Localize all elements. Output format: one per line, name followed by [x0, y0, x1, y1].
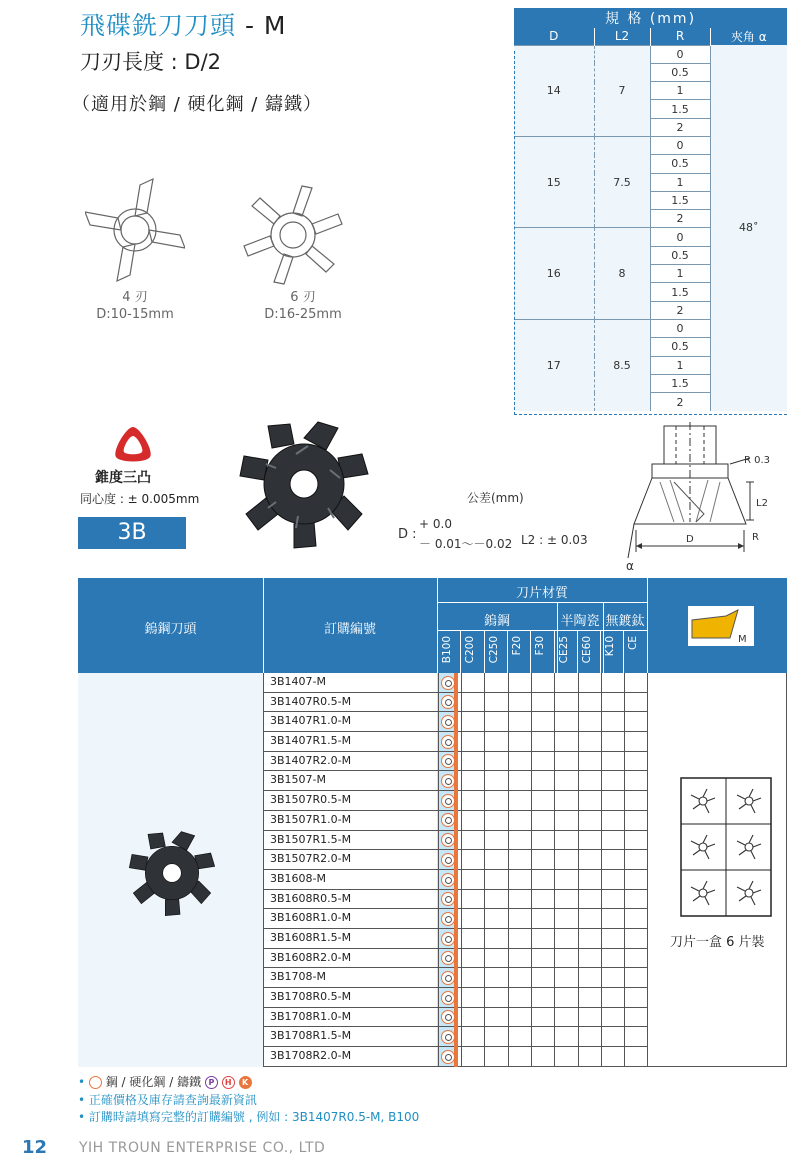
company-name: YIH TROUN ENTERPRISE CO., LTD — [79, 1140, 326, 1156]
tolerance-d-minus: － 0.01～－0.02 — [419, 537, 513, 551]
spec-r-value: 1.5 — [650, 191, 710, 209]
order-code: 3B1507R2.0-M — [270, 852, 352, 866]
spec-r-value: 1.5 — [650, 283, 710, 301]
order-code: 3B1608-M — [270, 871, 326, 885]
order-code: 3B1507R0.5-M — [270, 793, 352, 807]
order-code: 3B1608R2.0-M — [270, 950, 352, 964]
four-flute-label: 4 刃 — [122, 290, 148, 305]
six-flute-label: 6 刃 — [290, 290, 316, 305]
badge-p: P — [205, 1076, 218, 1089]
spec-bottom-border — [514, 414, 787, 415]
spec-r-value: 1 — [650, 265, 710, 283]
concentricity: 同心度 : ± 0.005mm — [80, 492, 200, 506]
note-price: • 正確價格及庫存請查詢最新資訊 — [78, 1092, 257, 1107]
grade-header: F30 — [534, 636, 547, 656]
stock-available-icon — [441, 912, 455, 926]
tolerance-d-plus: + 0.0 — [419, 517, 452, 531]
order-table-header — [78, 578, 787, 673]
stock-available-icon — [441, 774, 455, 788]
spec-r-value: 1 — [650, 173, 710, 191]
spec-d-value: 14 — [514, 45, 594, 136]
stock-available-icon — [441, 794, 455, 808]
drawing-d-label: D — [686, 534, 694, 545]
order-code: 3B1507R1.5-M — [270, 832, 352, 846]
technical-drawing — [612, 422, 787, 572]
stock-available-icon — [441, 715, 455, 729]
spec-r-value: 1.5 — [650, 374, 710, 392]
spec-d-value: 15 — [514, 136, 594, 227]
order-code: 3B1708R2.0-M — [270, 1049, 352, 1063]
spec-r-value: 1 — [650, 82, 710, 100]
group-uncoated: 無鍍鈦 — [605, 614, 645, 629]
spec-col-r: R — [650, 28, 710, 45]
spec-l2-value: 7.5 — [594, 136, 650, 227]
spec-r-value: 0.5 — [650, 338, 710, 356]
order-code: 3B1407R0.5-M — [270, 694, 352, 708]
order-code: 3B1708R1.5-M — [270, 1029, 352, 1043]
order-code: 3B1507-M — [270, 773, 326, 787]
spec-table — [514, 8, 787, 411]
stock-available-icon — [441, 971, 455, 985]
spec-angle-value: 48˚ — [710, 45, 787, 411]
six-flute-cutter-icon — [238, 180, 348, 290]
badge-k: K — [239, 1076, 252, 1089]
spec-r-value: 2 — [650, 301, 710, 319]
spec-l2-value: 7 — [594, 45, 650, 136]
applies-to: （適用於鋼 / 硬化鋼 / 鑄鐵） — [72, 94, 323, 115]
taper-tri-lobe-icon — [110, 425, 156, 463]
spec-r-value: 0.5 — [650, 155, 710, 173]
grade-header: CE25 — [557, 636, 570, 664]
spec-d-value: 16 — [514, 228, 594, 319]
title-main: 飛碟銑刀刀頭 — [80, 11, 237, 40]
drawing-r-side-label: R — [752, 532, 759, 543]
page-title — [80, 6, 287, 42]
stock-available-icon — [441, 991, 455, 1005]
note-material: • 鋼 / 硬化鋼 / 鑄鐵 P H K — [78, 1074, 419, 1092]
order-code: 3B1708R0.5-M — [270, 990, 352, 1003]
note-order-text: 訂購時請填寫完整的訂購編號 , 例如 : 3B1407R0.5-M, B100 — [88, 1110, 420, 1124]
order-code: 3B1407R2.0-M — [270, 753, 352, 767]
spec-r-value: 0 — [650, 136, 710, 154]
spec-l2-value: 8 — [594, 228, 650, 319]
order-code: 3B1608R1.5-M — [270, 930, 352, 944]
pack-note: 刀片一盒 6 片裝 — [670, 935, 765, 950]
stock-available-icon — [441, 932, 455, 946]
order-code: 3B1507R1.0-M — [270, 812, 352, 826]
grade-header: CE — [627, 636, 640, 650]
notes — [78, 1074, 419, 1127]
spec-d-value: 17 — [514, 319, 594, 410]
order-code: 3B1608R0.5-M — [270, 891, 352, 905]
spec-r-value: 2 — [650, 210, 710, 228]
grade-header: CE60 — [580, 636, 593, 664]
order-code: 3B1407R1.5-M — [270, 734, 352, 748]
four-flute-caption — [85, 289, 185, 323]
stock-available-icon — [441, 873, 455, 887]
grade-header: C250 — [487, 636, 500, 664]
grade-header: F20 — [510, 636, 523, 656]
b100-stock-bar — [454, 673, 458, 1067]
stock-legend-icon — [89, 1076, 102, 1089]
material-header: 刀片材質 — [515, 586, 568, 601]
stock-available-icon — [441, 1050, 455, 1064]
tolerance-label: 公差(mm) — [467, 491, 524, 505]
col-head-code: 訂購編號 — [323, 622, 376, 637]
order-code: 3B1708-M — [270, 970, 326, 984]
six-flute-caption — [238, 289, 368, 323]
insert-box-icon — [680, 777, 772, 917]
spec-col-l2: L2 — [594, 28, 650, 45]
drawing-l2-label: L2 — [756, 498, 768, 509]
note-price-text: 正確價格及庫存請查詢最新資訊 — [88, 1092, 257, 1107]
series-code-badge: 3B — [78, 517, 186, 549]
grade-header: C200 — [464, 636, 477, 664]
four-flute-cutter-icon — [85, 175, 185, 285]
four-flute-range: D:10-15mm — [96, 307, 174, 322]
spec-r-value: 1 — [650, 356, 710, 374]
order-code: 3B1407-M — [270, 675, 326, 688]
spec-r-value: 1.5 — [650, 100, 710, 118]
spec-r-value: 2 — [650, 393, 710, 411]
drawing-alpha-label: α — [626, 559, 634, 572]
spec-title: 規 格 (mm) — [514, 8, 787, 28]
stock-available-icon — [441, 735, 455, 749]
badge-h: H — [222, 1076, 235, 1089]
page-number: 12 — [22, 1137, 48, 1158]
tungsten-head-column — [78, 673, 263, 1067]
note-order: • 訂購時請填寫完整的訂購編號 , 例如 : 3B1407R0.5-M, B100 — [78, 1110, 420, 1124]
cutter-head-small-photo — [128, 829, 216, 917]
spec-col-d: D — [514, 28, 594, 45]
stock-available-icon — [441, 853, 455, 867]
stock-available-icon — [441, 833, 455, 847]
tolerance-l2: L2 : ± 0.03 — [521, 533, 588, 547]
spec-r-value: 0 — [650, 228, 710, 246]
taper-name: 錐度三凸 — [95, 470, 151, 486]
page-subtitle: 刀刃長度 : D/2 — [80, 50, 222, 74]
spec-l2-value: 8.5 — [594, 319, 650, 410]
stock-available-icon — [441, 676, 455, 690]
cutter-head-photo — [238, 418, 370, 550]
pack-panel — [648, 673, 787, 1067]
spec-r-value: 0.5 — [650, 63, 710, 81]
insert-m-icon — [686, 604, 756, 648]
spec-r-value: 0 — [650, 45, 710, 63]
col-head-tungsten: 鎢鋼刀頭 — [144, 622, 197, 637]
group-cermet: 半陶瓷 — [560, 614, 600, 629]
spec-col-angle: 夾角 α — [710, 28, 787, 45]
order-code: 3B1608R1.0-M — [270, 911, 352, 925]
spec-r-value: 2 — [650, 118, 710, 136]
spec-left-border — [514, 51, 515, 415]
drawing-r-label: R 0.3 — [744, 455, 771, 466]
spec-r-value: 0.5 — [650, 246, 710, 264]
tolerance-d-label: D : — [398, 527, 417, 542]
order-code: 3B1708R1.0-M — [270, 1009, 352, 1023]
grade-header: B100 — [441, 636, 453, 664]
insert-label: M — [738, 634, 747, 645]
six-flute-range: D:16-25mm — [264, 307, 342, 322]
grade-header: K10 — [604, 636, 617, 657]
note-material-text: 鋼 / 硬化鋼 / 鑄鐵 — [105, 1075, 202, 1089]
group-tungsten: 鎢鋼 — [483, 614, 510, 629]
order-code: 3B1407R1.0-M — [270, 714, 352, 728]
title-suffix: - M — [244, 11, 287, 40]
stock-available-icon — [441, 1030, 455, 1044]
spec-r-value: 0 — [650, 319, 710, 337]
